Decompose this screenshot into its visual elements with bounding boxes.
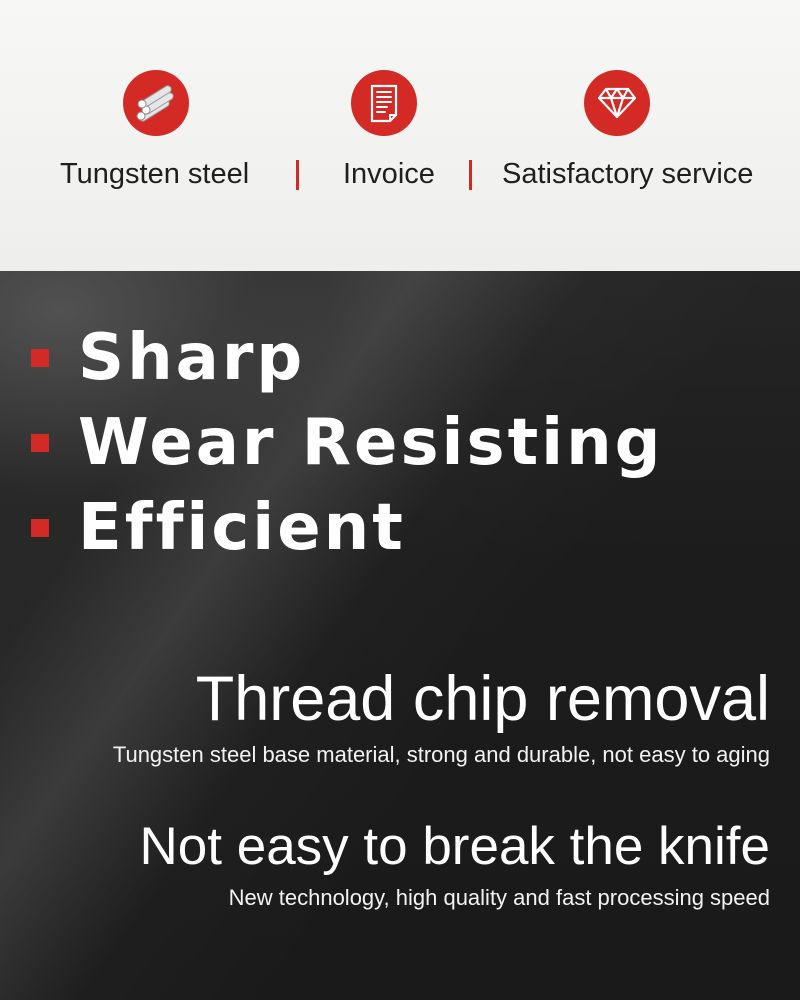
feature-tungsten [123,70,189,136]
divider [469,160,472,190]
features-band [0,0,800,271]
feature-service [584,70,650,136]
feature-label-invoice: Invoice [343,158,435,190]
steel-rods-icon [123,70,189,136]
bullet-efficient: Efficient [78,491,406,565]
section-heading-knife: Not easy to break the knife [139,817,770,876]
bullet-wear-resisting: Wear Resisting [78,406,664,480]
section-text-knife: New technology, high quality and fast processing speed [228,885,770,910]
feature-invoice [351,70,417,136]
bullet-sharp: Sharp [78,321,306,395]
bullet-marker [31,519,49,537]
bullet-marker [31,434,49,452]
promo-panel [0,271,800,1000]
invoice-document-icon [351,70,417,136]
feature-label-tungsten: Tungsten steel [60,158,250,190]
feature-label-service: Satisfactory service [502,158,754,190]
section-heading-chip-removal: Thread chip removal [195,664,770,734]
divider [296,160,299,190]
bullet-marker [31,349,49,367]
section-text-chip-removal: Tungsten steel base material, strong and durable, not easy to aging [112,742,770,767]
diamond-icon [584,70,650,136]
